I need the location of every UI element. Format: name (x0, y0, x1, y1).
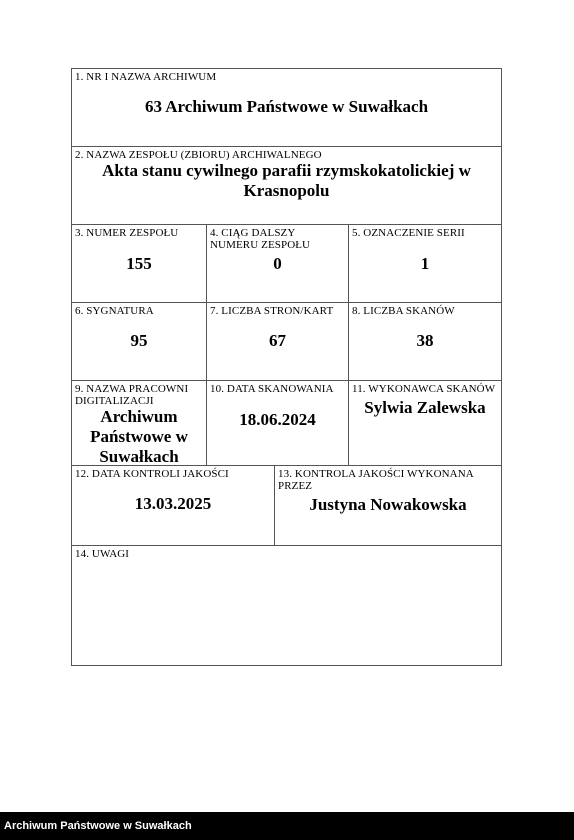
field-fonds-number-label: 3. NUMER ZESPOŁU (75, 227, 179, 239)
field-fonds-number-cont-value: 0 (273, 254, 282, 273)
field-archive-label: 1. NR I NAZWA ARCHIWUM (75, 71, 217, 83)
field-archive (71, 68, 502, 147)
field-scans-value: 38 (416, 331, 434, 350)
field-digitization-lab-label: 9. NAZWA PRACOWNI DIGITALIZACJI (75, 383, 189, 407)
field-fonds-number-value: 155 (126, 254, 152, 273)
field-scan-operator-label: 11. WYKONAWCA SKANÓW (352, 383, 496, 395)
field-signature-value: 95 (130, 331, 148, 350)
field-fonds-name (71, 146, 502, 225)
field-digitization-lab-value: Archiwum Państwowe w Suwałkach (90, 407, 188, 466)
field-qc-date (71, 465, 275, 546)
field-signature (71, 302, 207, 381)
field-scans (348, 302, 502, 381)
field-scans-label: 8. LICZBA SKANÓW (352, 305, 455, 317)
field-scan-operator (348, 380, 502, 466)
field-notes-label: 14. UWAGI (75, 548, 130, 560)
field-digitization-lab (71, 380, 207, 466)
field-pages-value: 67 (269, 331, 286, 350)
archive-metadata-form (71, 68, 502, 666)
field-series-label: 5. OZNACZENIE SERII (352, 227, 465, 239)
field-fonds-name-value: Akta stanu cywilnego parafii rzymskokatolickiej w Krasnopolu (102, 161, 471, 200)
field-fonds-name-label: 2. NAZWA ZESPOŁU (ZBIORU) ARCHIWALNEGO (75, 149, 322, 161)
field-notes (71, 545, 502, 666)
field-qc-date-label: 12. DATA KONTROLI JAKOŚCI (75, 468, 229, 480)
field-scan-operator-value: Sylwia Zalewska (364, 398, 486, 417)
field-scan-date-value: 18.06.2024 (239, 410, 316, 429)
field-series-value: 1 (420, 254, 430, 273)
field-pages (206, 302, 349, 381)
field-archive-value: 63 Archiwum Państwowe w Suwałkach (144, 97, 429, 116)
field-signature-label: 6. SYGNATURA (75, 305, 154, 317)
field-pages-label: 7. LICZBA STRON/KART (210, 305, 334, 317)
field-fonds-number-cont-label: 4. CIĄG DALSZY NUMERU ZESPOŁU (210, 227, 311, 251)
field-qc-date-value: 13.03.2025 (134, 494, 212, 513)
field-scan-date-label: 10. DATA SKANOWANIA (210, 383, 334, 395)
field-qc-by (274, 465, 502, 546)
field-fonds-number-cont (206, 224, 349, 303)
field-qc-by-value: Justyna Nowakowska (309, 495, 467, 514)
field-series (348, 224, 502, 303)
footer-bar (0, 812, 574, 840)
field-fonds-number (71, 224, 207, 303)
field-qc-by-label: 13. KONTROLA JAKOŚCI WYKONANA PRZEZ (278, 468, 474, 492)
field-scan-date (206, 380, 349, 466)
footer-archive-name: Archiwum Państwowe w Suwałkach (4, 820, 192, 832)
